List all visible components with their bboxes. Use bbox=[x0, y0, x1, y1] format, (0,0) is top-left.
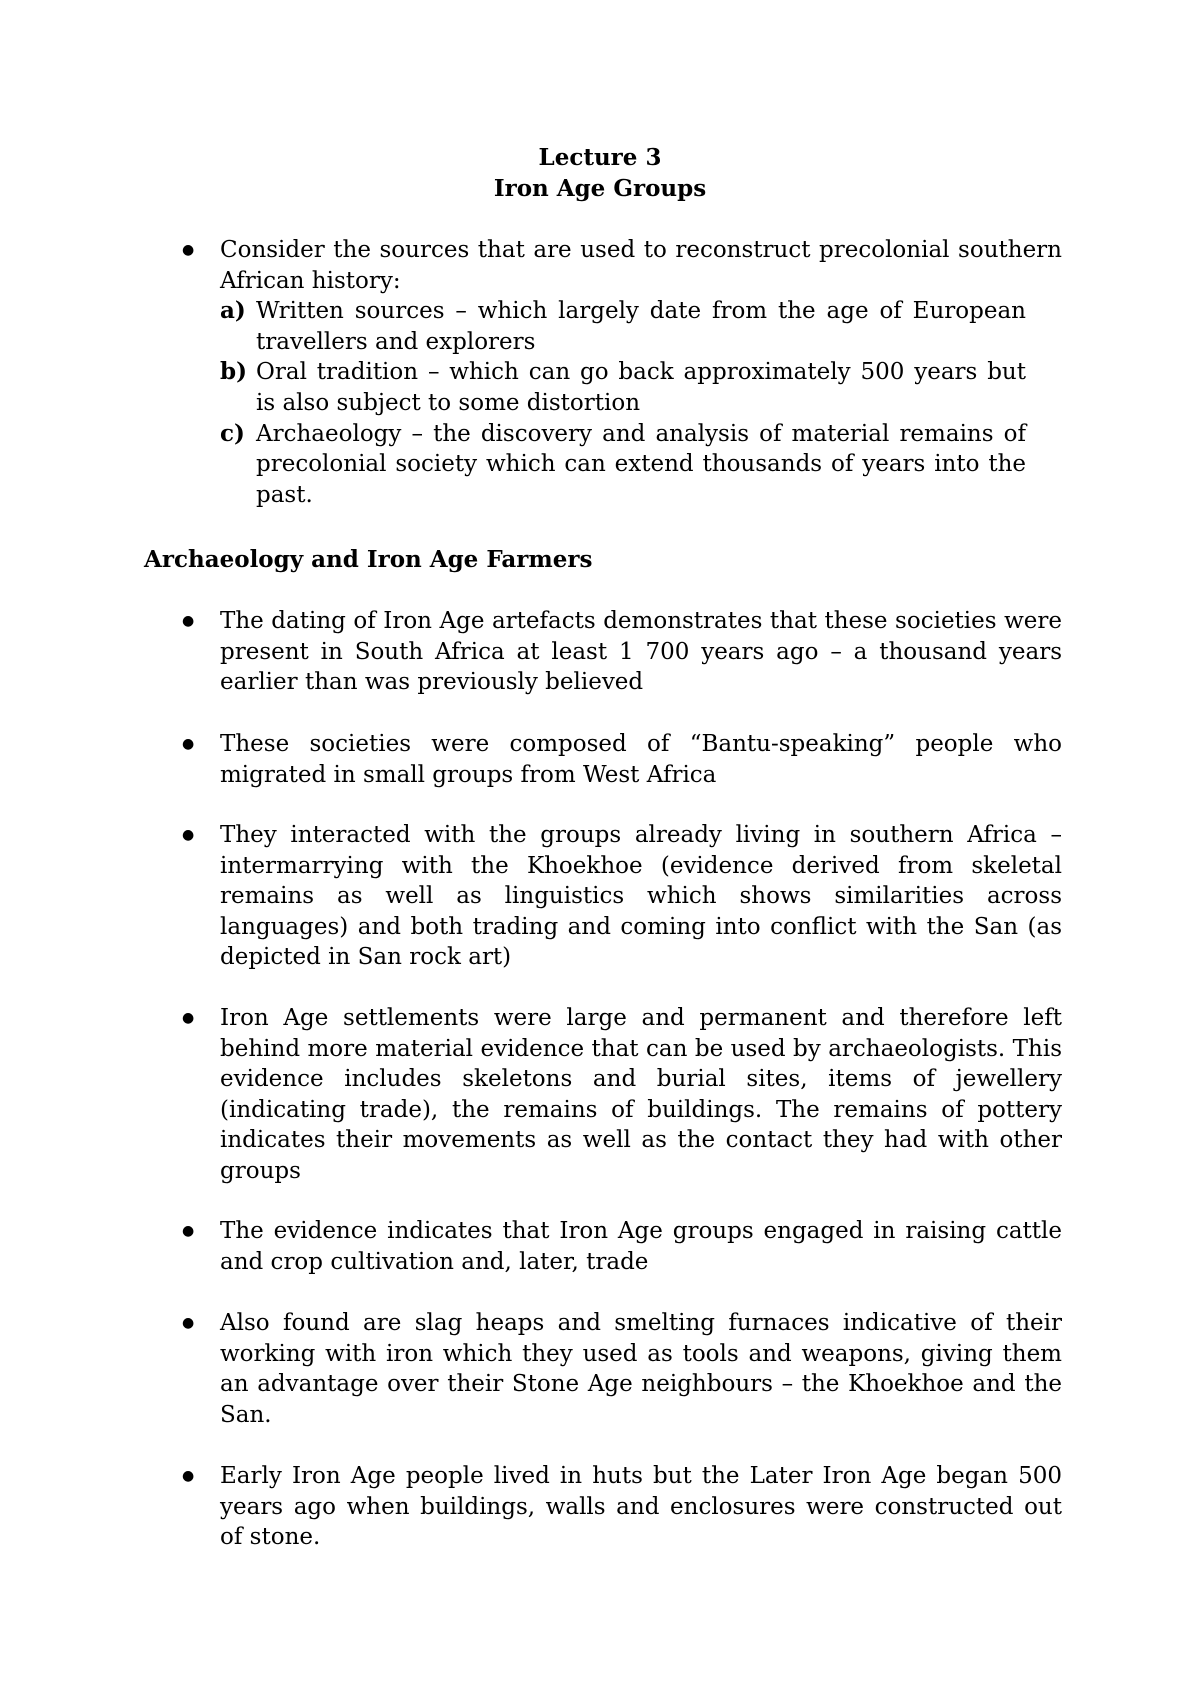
bullet-icon: ● bbox=[182, 613, 195, 629]
section-bullet bbox=[182, 1461, 1062, 1553]
section-bullet bbox=[182, 1003, 1062, 1187]
source-text: Written sources – which largely date from the age of European travellers and explorers bbox=[256, 298, 1026, 355]
bullet-icon: ● bbox=[182, 242, 195, 258]
source-item bbox=[220, 419, 1026, 511]
section-bullet-text: The dating of Iron Age artefacts demonstrates that these societies were present in South Africa at least 1 700 years ago – a thousand years earlier than was previously believed bbox=[220, 608, 1062, 696]
source-item bbox=[220, 357, 1026, 418]
section-bullet-text: Early Iron Age people lived in huts but the Later Iron Age began 500 years ago when buildings, walls and enclosures were constructed out of stone. bbox=[220, 1463, 1062, 1551]
section-bullet bbox=[182, 1308, 1062, 1430]
section-bullet bbox=[182, 1216, 1062, 1277]
source-marker: c) bbox=[220, 419, 245, 447]
bullet-icon: ● bbox=[182, 827, 195, 843]
source-marker: a) bbox=[220, 297, 246, 325]
lecture-number: Lecture 3 bbox=[538, 144, 662, 171]
section-bullet-text: Also found are slag heaps and smelting furnaces indicative of their working with iron which they used as tools and weapons, giving them an advantage over their Stone Age neighbours – the Khoekhoe and the San. bbox=[220, 1310, 1062, 1428]
intro-bullet-text: Consider the sources that are used to reconstruct precolonial southern African history: bbox=[220, 237, 1062, 294]
section-bullet bbox=[182, 820, 1062, 973]
source-text: Archaeology – the discovery and analysis of material remains of precolonial society which can extend thousands of years into the past. bbox=[256, 420, 1026, 508]
intro-bullet bbox=[182, 235, 1062, 510]
section-bullet-text: They interacted with the groups already living in southern Africa – intermarrying with the Khoekhoe (evidence derived from skeletal remains as well as linguistics which shows similarities across languages) and both trading and coming into conflict with the San (as depicted in San rock art) bbox=[220, 822, 1062, 971]
section-bullet bbox=[182, 729, 1062, 790]
bullet-icon: ● bbox=[182, 1223, 195, 1239]
bullet-icon: ● bbox=[182, 1315, 195, 1331]
section-bullet-text: Iron Age settlements were large and permanent and therefore left behind more material evidence that can be used by archaeologists. This evidence includes skeletons and burial sites, items of jewellery (indicating trade), the remains of buildings. The remains of pottery indicates their movements as well as the contact they had with other groups bbox=[220, 1005, 1062, 1184]
section-bullet bbox=[182, 606, 1062, 698]
bullet-icon: ● bbox=[182, 1010, 195, 1026]
sources-list bbox=[182, 296, 1062, 510]
source-text: Oral tradition – which can go back approximately 500 years but is also subject to some distortion bbox=[256, 359, 1026, 416]
source-marker: b) bbox=[220, 358, 247, 386]
source-item bbox=[220, 296, 1026, 357]
bullet-icon: ● bbox=[182, 1468, 195, 1484]
bullet-icon: ● bbox=[182, 736, 195, 752]
section-bullet-text: The evidence indicates that Iron Age groups engaged in raising cattle and crop cultivation and, later, trade bbox=[220, 1218, 1062, 1275]
section-heading: Archaeology and Iron Age Farmers bbox=[144, 546, 593, 573]
lecture-title: Iron Age Groups bbox=[493, 175, 707, 202]
section-bullet-text: These societies were composed of “Bantu-speaking” people who migrated in small groups from West Africa bbox=[220, 731, 1062, 788]
